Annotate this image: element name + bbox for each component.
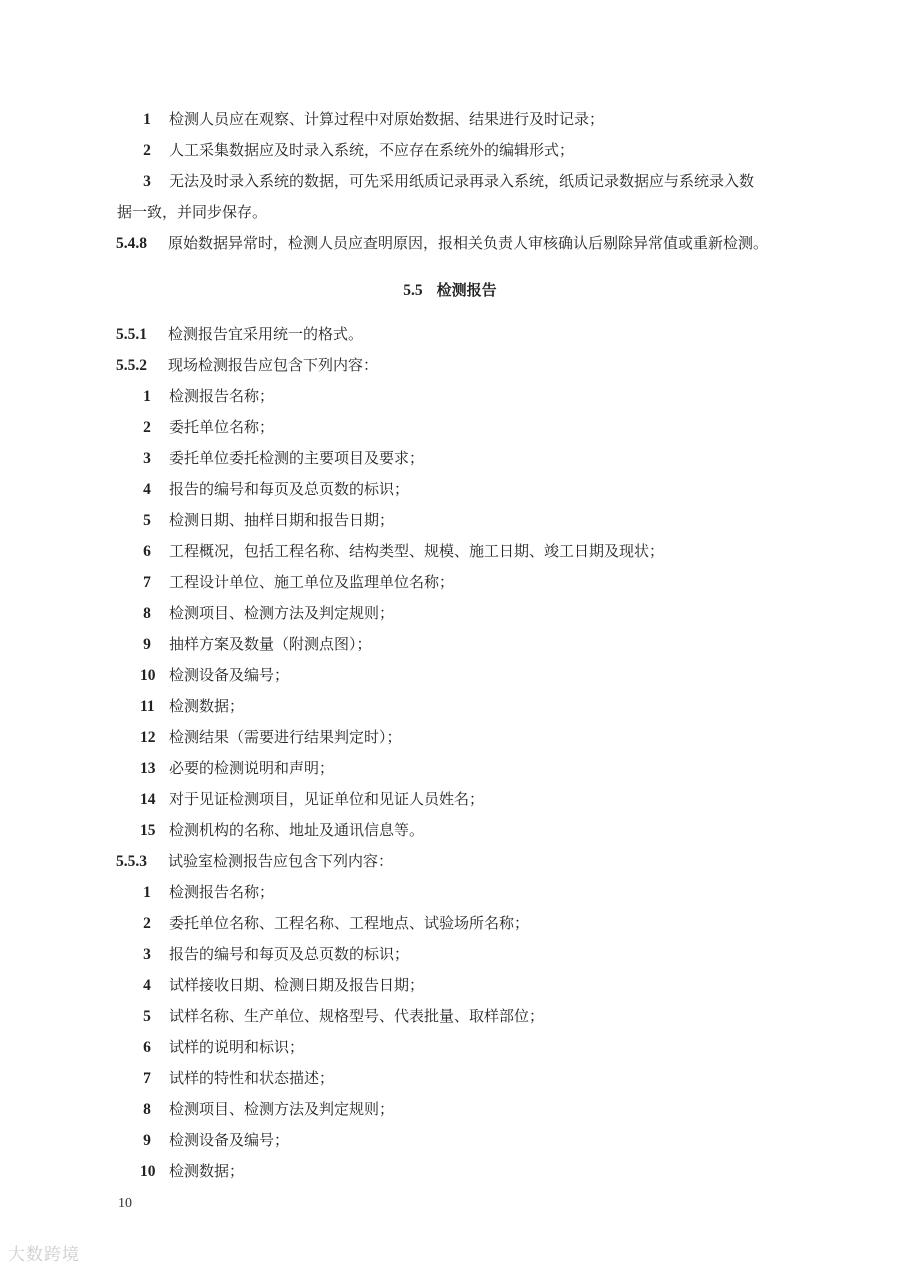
clause-number: 7 (143, 574, 151, 591)
clause-number: 1 (143, 388, 151, 405)
clause-number: 3 (143, 450, 151, 467)
clause-text: 检测数据； (169, 697, 245, 715)
list-item (0, 660, 900, 691)
clause-text: 试样的特性和状态描述； (169, 1069, 335, 1087)
list-item (0, 104, 900, 135)
list-item (0, 753, 900, 784)
clause-text: 检测报告名称； (169, 387, 275, 405)
list-item (0, 381, 900, 412)
page-number: 10 (118, 1196, 132, 1211)
clause (0, 319, 900, 350)
clause-text: 原始数据异常时，检测人员应查明原因，报相关负责人审核确认后剔除异常值或重新检测。 (168, 234, 769, 252)
clause-number: 5 (143, 1008, 151, 1025)
clause-text: 检测报告名称； (169, 883, 275, 901)
clause-number: 2 (143, 142, 151, 159)
list-item (0, 443, 900, 474)
clause-text: 检测日期、抽样日期和报告日期； (169, 511, 395, 529)
clause-number: 2 (143, 419, 151, 436)
clause-text: 委托单位名称； (169, 418, 275, 436)
clause-text: 委托单位名称、工程名称、工程地点、试验场所名称； (169, 914, 530, 932)
list-item (0, 505, 900, 536)
clause-number: 7 (143, 1070, 151, 1087)
clause-number: 4 (143, 481, 151, 498)
clause-text: 检测设备及编号； (169, 666, 290, 684)
list-item (0, 1032, 900, 1063)
list-item (0, 908, 900, 939)
clause-number: 5.5.3 (116, 853, 147, 870)
clause-number: 3 (143, 173, 151, 190)
clause-text: 试样的说明和标识； (169, 1038, 305, 1056)
clause-text: 检测报告 (436, 281, 497, 299)
clause-number: 15 (140, 822, 156, 839)
list-item (0, 784, 900, 815)
list-item (0, 815, 900, 846)
document-body (0, 104, 900, 1187)
list-item (0, 1125, 900, 1156)
clause-text: 抽样方案及数量（附测点图）； (169, 635, 372, 653)
clause-text: 检测结果（需要进行结果判定时）； (169, 728, 402, 746)
clause-text: 委托单位委托检测的主要项目及要求； (169, 449, 425, 467)
clause-text: 检测人员应在观察、计算过程中对原始数据、结果进行及时记录； (169, 110, 605, 128)
list-item (0, 877, 900, 908)
clause-number: 10 (140, 1163, 156, 1180)
list-item (0, 939, 900, 970)
list-item (0, 598, 900, 629)
clause-number: 9 (143, 636, 151, 653)
clause-text: 报告的编号和每页及总页数的标识； (169, 945, 410, 963)
list-item (0, 970, 900, 1001)
list-item (0, 1063, 900, 1094)
clause-number: 11 (140, 698, 155, 715)
clause (0, 228, 900, 259)
list-item (0, 166, 900, 197)
clause (0, 846, 900, 877)
clause-text: 对于见证检测项目，见证单位和见证人员姓名； (169, 790, 485, 808)
clause-text: 报告的编号和每页及总页数的标识； (169, 480, 410, 498)
clause-number: 13 (140, 760, 156, 777)
clause-text: 无法及时录入系统的数据，可先采用纸质记录再录入系统，纸质记录数据应与系统录入数 (169, 172, 755, 190)
clause-number: 5 (143, 512, 151, 529)
clause-text: 检测项目、检测方法及判定规则； (169, 604, 395, 622)
list-item (0, 1094, 900, 1125)
list-item (0, 722, 900, 753)
clause-number: 1 (143, 884, 151, 901)
clause-number: 5.5 (403, 282, 423, 299)
clause-text: 工程设计单位、施工单位及监理单位名称； (169, 573, 455, 591)
clause-text: 检测设备及编号； (169, 1131, 290, 1149)
list-item (0, 691, 900, 722)
clause-text: 检测数据； (169, 1162, 245, 1180)
list-item (0, 1001, 900, 1032)
clause-number: 9 (143, 1132, 151, 1149)
list-item (0, 197, 900, 228)
clause-number: 5.5.1 (116, 326, 147, 343)
clause-text: 检测机构的名称、地址及通讯信息等。 (169, 821, 425, 839)
section-heading (0, 259, 900, 319)
clause-number: 5.5.2 (116, 357, 147, 374)
clause-text: 据一致，并同步保存。 (117, 203, 268, 221)
clause (0, 350, 900, 381)
clause-text: 工程概况，包括工程名称、结构类型、规模、施工日期、竣工日期及现状； (169, 542, 665, 560)
clause-text: 试验室检测报告应包含下列内容： (168, 852, 394, 870)
clause-number: 10 (140, 667, 156, 684)
clause-text: 试样名称、生产单位、规格型号、代表批量、取样部位； (169, 1007, 545, 1025)
clause-number: 5.4.8 (116, 235, 147, 252)
clause-number: 4 (143, 977, 151, 994)
clause-number: 8 (143, 605, 151, 622)
clause-text: 检测项目、检测方法及判定规则； (169, 1100, 395, 1118)
clause-text: 必要的检测说明和声明； (169, 759, 335, 777)
clause-number: 6 (143, 1039, 151, 1056)
list-item (0, 1156, 900, 1187)
clause-text: 人工采集数据应及时录入系统，不应存在系统外的编辑形式； (169, 141, 575, 159)
clause-text: 检测报告宜采用统一的格式。 (168, 325, 364, 343)
clause-number: 3 (143, 946, 151, 963)
list-item (0, 474, 900, 505)
clause-number: 1 (143, 111, 151, 128)
clause-number: 2 (143, 915, 151, 932)
watermark-logo: 大数跨境 (8, 1245, 80, 1265)
clause-text: 现场检测报告应包含下列内容： (168, 356, 379, 374)
list-item (0, 567, 900, 598)
list-item (0, 135, 900, 166)
list-item (0, 536, 900, 567)
list-item (0, 412, 900, 443)
list-item (0, 629, 900, 660)
clause-number: 6 (143, 543, 151, 560)
clause-number: 8 (143, 1101, 151, 1118)
clause-number: 14 (140, 791, 156, 808)
clause-text: 试样接收日期、检测日期及报告日期； (169, 976, 425, 994)
clause-number: 12 (140, 729, 156, 746)
